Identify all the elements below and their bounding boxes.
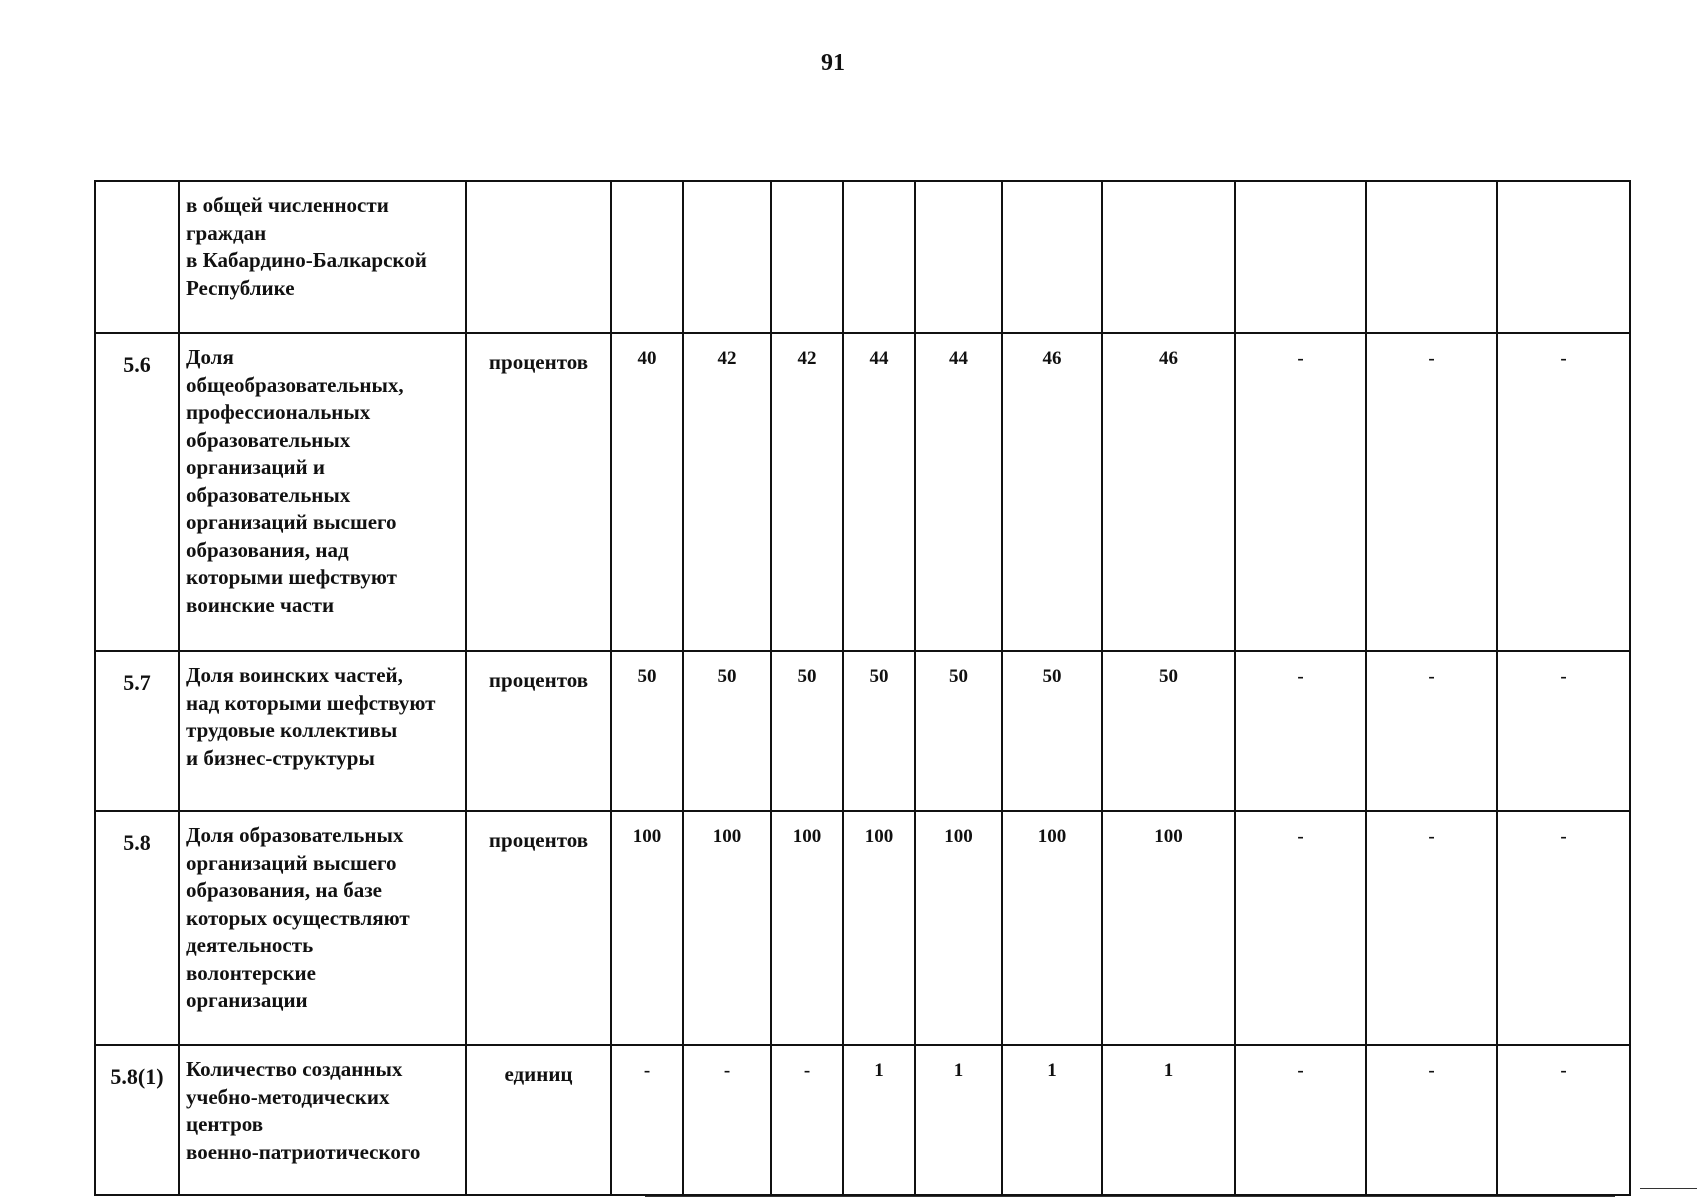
- value-cell: [611, 181, 683, 333]
- value-cell: 1: [843, 1045, 915, 1195]
- indicator-name: [179, 651, 466, 811]
- value-cell: -: [1235, 1045, 1366, 1195]
- indicator-name: [179, 811, 466, 1045]
- value-cell: 50: [771, 651, 843, 811]
- indicator-name-line: которых осуществляют: [186, 905, 410, 930]
- value-cell: -: [1235, 333, 1366, 651]
- indicator-number: 5.7: [95, 651, 179, 811]
- indicator-name-line: организаций высшего: [186, 510, 397, 534]
- indicator-name-line: деятельность: [186, 933, 314, 957]
- indicator-name-line: организаций высшего: [186, 850, 397, 875]
- indicator-name-line: Количество созданных: [186, 1057, 403, 1081]
- indicator-name-line: в Кабардино-Балкарской: [186, 248, 427, 272]
- indicator-name-line: над которыми шефствуют: [186, 690, 436, 715]
- footer-rule: [645, 1196, 1615, 1197]
- table-body: [95, 181, 1630, 1195]
- indicators-table: [94, 180, 1631, 1196]
- indicator-name-line: трудовые коллективы: [186, 718, 398, 742]
- indicator-name-line: Республике: [186, 275, 295, 300]
- value-cell: [1497, 181, 1630, 333]
- indicator-name: [179, 1045, 466, 1195]
- indicator-name: [179, 333, 466, 651]
- value-cell: -: [611, 1045, 683, 1195]
- indicator-name-line: в общей численности: [186, 193, 389, 217]
- indicator-name-line: образования, над: [186, 537, 349, 562]
- table-row: [95, 811, 1630, 1045]
- value-cell: 100: [915, 811, 1002, 1045]
- value-cell: 44: [843, 333, 915, 651]
- value-cell: -: [1366, 333, 1497, 651]
- indicator-name-line: образования, на базе: [186, 878, 382, 902]
- table-row: [95, 1045, 1630, 1195]
- unit-of-measure: единиц: [466, 1045, 611, 1195]
- indicator-name-line: организации: [186, 988, 308, 1012]
- value-cell: [915, 181, 1002, 333]
- indicator-name-line: Доля образовательных: [186, 823, 404, 847]
- indicator-name-line: граждан: [186, 220, 267, 245]
- value-cell: [771, 181, 843, 333]
- indicator-name-line: волонтерские: [186, 960, 316, 985]
- indicator-name-line: которыми шефствуют: [186, 565, 397, 589]
- value-cell: [683, 181, 771, 333]
- value-cell: 100: [611, 811, 683, 1045]
- unit-of-measure: процентов: [466, 333, 611, 651]
- indicator-number: 5.6: [95, 333, 179, 651]
- value-cell: [1235, 181, 1366, 333]
- value-cell: 100: [1002, 811, 1102, 1045]
- indicator-name-line: и бизнес-структуры: [186, 745, 375, 770]
- value-cell: -: [1497, 811, 1630, 1045]
- value-cell: 46: [1002, 333, 1102, 651]
- value-cell: -: [1366, 811, 1497, 1045]
- page-number: 91: [821, 50, 845, 76]
- value-cell: 1: [1002, 1045, 1102, 1195]
- value-cell: 100: [771, 811, 843, 1045]
- unit-of-measure: [466, 181, 611, 333]
- indicator-name-line: воинские части: [186, 592, 335, 617]
- value-cell: -: [1235, 651, 1366, 811]
- value-cell: -: [1235, 811, 1366, 1045]
- table-row: [95, 333, 1630, 651]
- value-cell: 50: [683, 651, 771, 811]
- table-row: [95, 651, 1630, 811]
- footer-rule-short: [1640, 1188, 1697, 1189]
- value-cell: 50: [843, 651, 915, 811]
- value-cell: [843, 181, 915, 333]
- indicator-number: [95, 181, 179, 333]
- table-row: [95, 181, 1630, 333]
- value-cell: 100: [683, 811, 771, 1045]
- value-cell: 44: [915, 333, 1002, 651]
- indicator-name-line: центров: [186, 1112, 264, 1136]
- indicator-name-line: общеобразовательных,: [186, 372, 404, 397]
- value-cell: -: [1497, 333, 1630, 651]
- indicator-name-line: учебно-методических: [186, 1084, 390, 1109]
- value-cell: 50: [1002, 651, 1102, 811]
- indicator-number: 5.8: [95, 811, 179, 1045]
- indicator-name-line: организаций и: [186, 455, 326, 479]
- value-cell: 1: [915, 1045, 1002, 1195]
- value-cell: 50: [611, 651, 683, 811]
- value-cell: -: [1366, 651, 1497, 811]
- value-cell: [1102, 181, 1235, 333]
- value-cell: -: [683, 1045, 771, 1195]
- indicator-number: 5.8(1): [95, 1045, 179, 1195]
- indicator-name-line: Доля: [186, 345, 234, 369]
- value-cell: 42: [771, 333, 843, 651]
- value-cell: 50: [1102, 651, 1235, 811]
- value-cell: 42: [683, 333, 771, 651]
- value-cell: [1366, 181, 1497, 333]
- indicator-name: [179, 181, 466, 333]
- indicator-name-line: Доля воинских частей,: [186, 663, 403, 687]
- value-cell: -: [1497, 651, 1630, 811]
- value-cell: 46: [1102, 333, 1235, 651]
- unit-of-measure: процентов: [466, 651, 611, 811]
- value-cell: 100: [843, 811, 915, 1045]
- unit-of-measure: процентов: [466, 811, 611, 1045]
- indicator-name-line: военно-патриотического: [186, 1139, 421, 1164]
- value-cell: 100: [1102, 811, 1235, 1045]
- value-cell: 50: [915, 651, 1002, 811]
- indicator-name-line: образовательных: [186, 482, 351, 507]
- indicator-name-line: образовательных: [186, 427, 351, 452]
- value-cell: -: [1366, 1045, 1497, 1195]
- value-cell: -: [771, 1045, 843, 1195]
- value-cell: -: [1497, 1045, 1630, 1195]
- value-cell: 1: [1102, 1045, 1235, 1195]
- value-cell: 40: [611, 333, 683, 651]
- value-cell: [1002, 181, 1102, 333]
- indicator-name-line: профессиональных: [186, 400, 371, 424]
